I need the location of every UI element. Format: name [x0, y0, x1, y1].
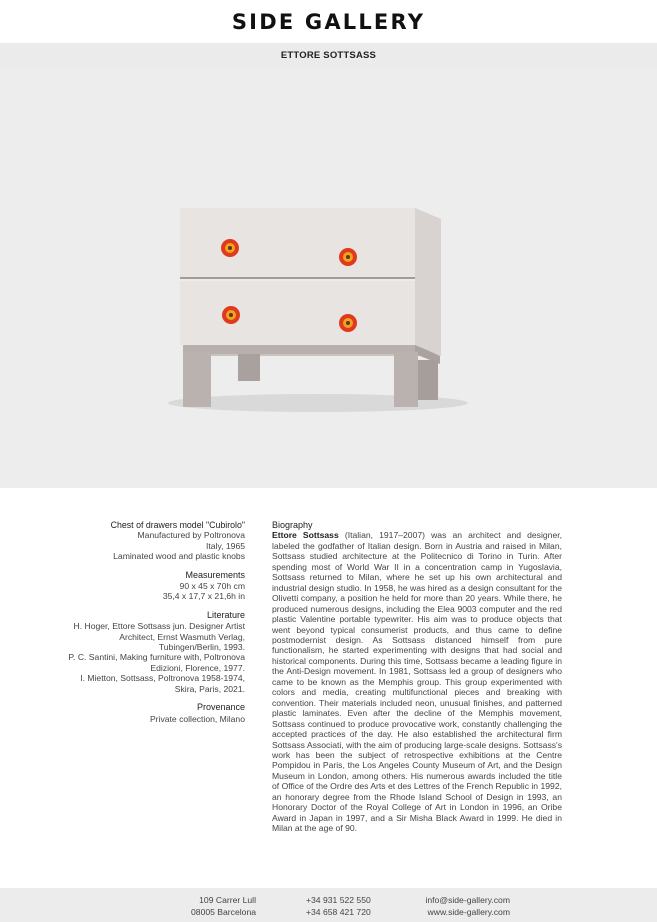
biography-text — [272, 530, 562, 833]
literature-section — [60, 610, 245, 694]
provenance-heading: Provenance — [196, 702, 245, 713]
artist-name: ETTORE SOTTSASS — [280, 50, 377, 61]
address-line2: 08005 Barcelona — [191, 906, 256, 917]
product-details — [60, 520, 245, 724]
artist-bar — [0, 43, 657, 68]
email-link[interactable]: info@side-gallery.com — [425, 895, 510, 905]
chest-of-drawers-image — [0, 68, 657, 488]
product-origin: Italy, 1965 — [205, 540, 245, 551]
cabinet-front — [180, 208, 415, 345]
provenance-value: Private collection, Milano — [149, 713, 245, 724]
product-materials: Laminated wood and plastic knobs — [113, 551, 245, 562]
leg-front-left — [183, 352, 211, 407]
knob-bottom-left — [222, 306, 240, 324]
measurements-metric: 90 x 45 x 70h cm — [179, 581, 245, 592]
cabinet-side — [415, 208, 441, 356]
gallery-logo[interactable]: SIDE GALLERY — [231, 10, 426, 34]
product-title: Chest of drawers model "Cubirolo" — [110, 520, 245, 530]
knob-top-right — [339, 248, 357, 266]
phone-2[interactable]: +34 658 421 720 — [306, 906, 371, 917]
address-line1: 109 Carrer Lull — [199, 895, 256, 905]
leg-back-right — [418, 360, 438, 400]
footer-contact — [400, 895, 510, 918]
measurements-imperial: 35,4 x 17,7 x 21,6h in — [162, 591, 245, 602]
biography-heading: Biography — [272, 520, 313, 530]
footer-phones — [306, 895, 371, 918]
literature-item: P. C. Santini, Making furniture with, Poltronova Edizioni, Florence, 1977. — [68, 652, 245, 673]
knob-top-left — [221, 239, 239, 257]
literature-item: I. Mietton, Sottsass, Poltronova 1958-1974, Skira, Paris, 2021. — [80, 673, 245, 694]
phone-1[interactable]: +34 931 522 550 — [306, 895, 371, 905]
biography-body: (Italian, 1917–2007) was an architect and designer, labeled the godfather of Italian design. Born in Austria and raised in Milan, Sottsass studied architecture at the Politecnico di Torino in Turin. After spending most of World War II in a concentration camp in Yugoslavia, Sottsass returned to Milan, where he set up his own architectural and industrial design studio. In 1958, he was hired as a design consultant for the Olivetti company, a position he held for more than 20 years. While there, he produced numerous designs, including the Elea 9003 computer and the red plastic Valentine portable typewriter. His aim was to produce objects that went beyond typical consumerist products, and thus came to define postmodernist design. As Sottsass distanced himself from pure functionalism, he started experimenting with designs that had social and historical components. During this time, Sottsass became a leading figure in the Anti-Design movement. In 1981, Sottsass led a group of designers who came to be known as the Memphis group. This group experimented with colors and media, creating multifunctional pieces and breaking with convention. Their materials included neon, unusual finishes, and patterned plastic laminates. Even after the decline of the Memphis movement, Sottsass continued to produce provocative work, constantly challenging the accepted practices of the day. He also established the architectural firm Sottsass Associati, with the aim of producing large-scale designs. Sottsass's work has been the subject of retrospective exhibitions at the Centre Pompidou in Paris, the Los Angeles County Museum of Art, and the Design Museum in London, among others. His numerous awards included the title of Office of the Ordre des Arts et des Lettres of the French Republic in 1992, an honorary degree from the Rhode Island School of Design in 1993, an Honorary Doctor of the Royal College of Art in London in 1996, an Oribe Award in Japan in 1997, and a Sir Misha Black Award in 1999. He died in Milan at the age of 90. — [272, 530, 562, 834]
website-link[interactable]: www.side-gallery.com — [427, 906, 510, 917]
footer — [0, 888, 657, 922]
product-manufacturer: Manufactured by Poltronova — [137, 530, 245, 541]
product-photo — [0, 68, 657, 488]
leg-back-left — [238, 354, 260, 381]
leg-front-right — [394, 352, 418, 407]
footer-address — [0, 895, 256, 918]
biography-section — [272, 520, 562, 834]
knob-bottom-right — [339, 314, 357, 332]
provenance-section — [60, 702, 245, 724]
literature-heading: Literature — [206, 609, 245, 620]
base-rail-front — [183, 344, 415, 354]
measurements-heading: Measurements — [185, 569, 245, 580]
biography-name: Ettore Sottsass — [272, 530, 339, 541]
literature-item: H. Hoger, Ettore Sottsass jun. Designer Artist Architect, Ernst Wasmuth Verlag, Tubingen/Berlin, 1993. — [73, 621, 245, 653]
measurements-section — [60, 570, 245, 602]
